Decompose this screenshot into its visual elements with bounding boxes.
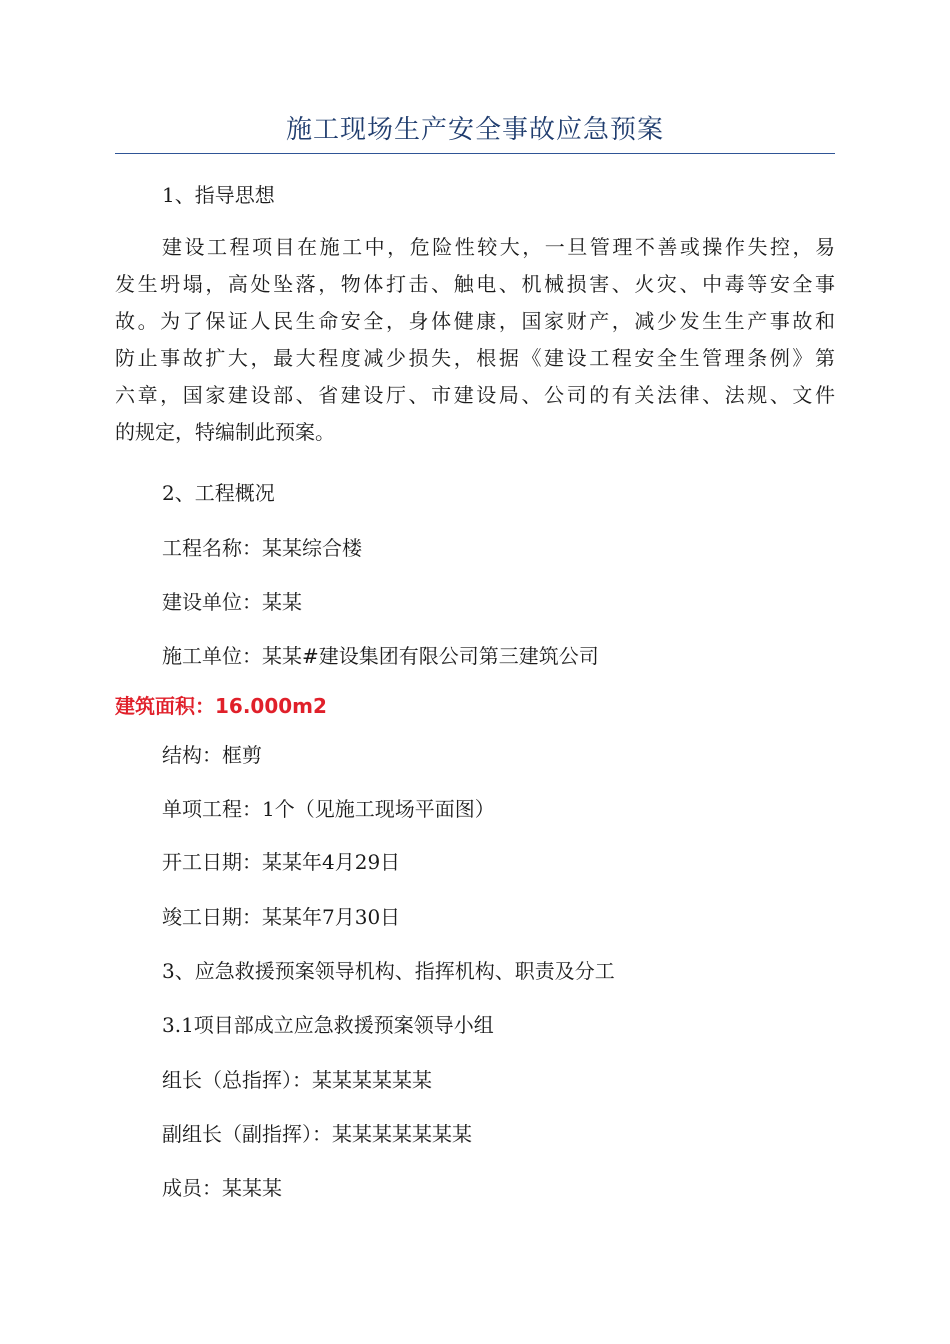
document-title: 施工现场生产安全事故应急预案 bbox=[285, 115, 664, 145]
single-projects: 单项工程：1个（见施工现场平面图） bbox=[162, 797, 495, 821]
start-date: 开工日期：某某年4月29日 bbox=[162, 850, 401, 874]
section-1-body bbox=[115, 229, 835, 451]
body-line: 的规定，特编制此预案。 bbox=[115, 420, 335, 444]
leader: 组长（总指挥）：某某某某某某 bbox=[162, 1068, 432, 1092]
section-2-heading: 2、工程概况 bbox=[162, 481, 275, 505]
building-area: 建筑面积：16.000m2 bbox=[115, 694, 327, 718]
title-underline bbox=[115, 153, 835, 154]
structure-type: 结构：框剪 bbox=[162, 743, 262, 767]
body-line: 六章，国家建设部、省建设厅、市建设局、公司的有关法律、法规、文件 bbox=[115, 383, 835, 407]
section-3-1-heading: 3.1项目部成立应急救援预案领导小组 bbox=[162, 1013, 494, 1037]
body-line: 防止事故扩大，最大程度减少损失，根据《建设工程安全生管理条例》第 bbox=[115, 346, 835, 370]
owner-unit: 建设单位：某某 bbox=[162, 590, 302, 614]
deputy-leader: 副组长（副指挥）：某某某某某某某 bbox=[162, 1122, 472, 1146]
completion-date: 竣工日期：某某年7月30日 bbox=[162, 905, 401, 929]
project-name: 工程名称：某某综合楼 bbox=[162, 536, 362, 560]
body-line: 建设工程项目在施工中，危险性较大，一旦管理不善或操作失控，易 bbox=[162, 235, 835, 259]
section-3-heading: 3、应急救援预案领导机构、指挥机构、职责及分工 bbox=[162, 959, 615, 983]
members: 成员：某某某 bbox=[162, 1176, 282, 1200]
section-1-heading: 1、指导思想 bbox=[162, 183, 275, 207]
body-line: 故。为了保证人民生命安全，身体健康，国家财产，减少发生生产事故和 bbox=[115, 309, 835, 333]
contractor-unit: 施工单位：某某#建设集团有限公司第三建筑公司 bbox=[162, 644, 599, 668]
body-line: 发生坍塌，高处坠落，物体打击、触电、机械损害、火灾、中毒等安全事 bbox=[115, 272, 835, 296]
